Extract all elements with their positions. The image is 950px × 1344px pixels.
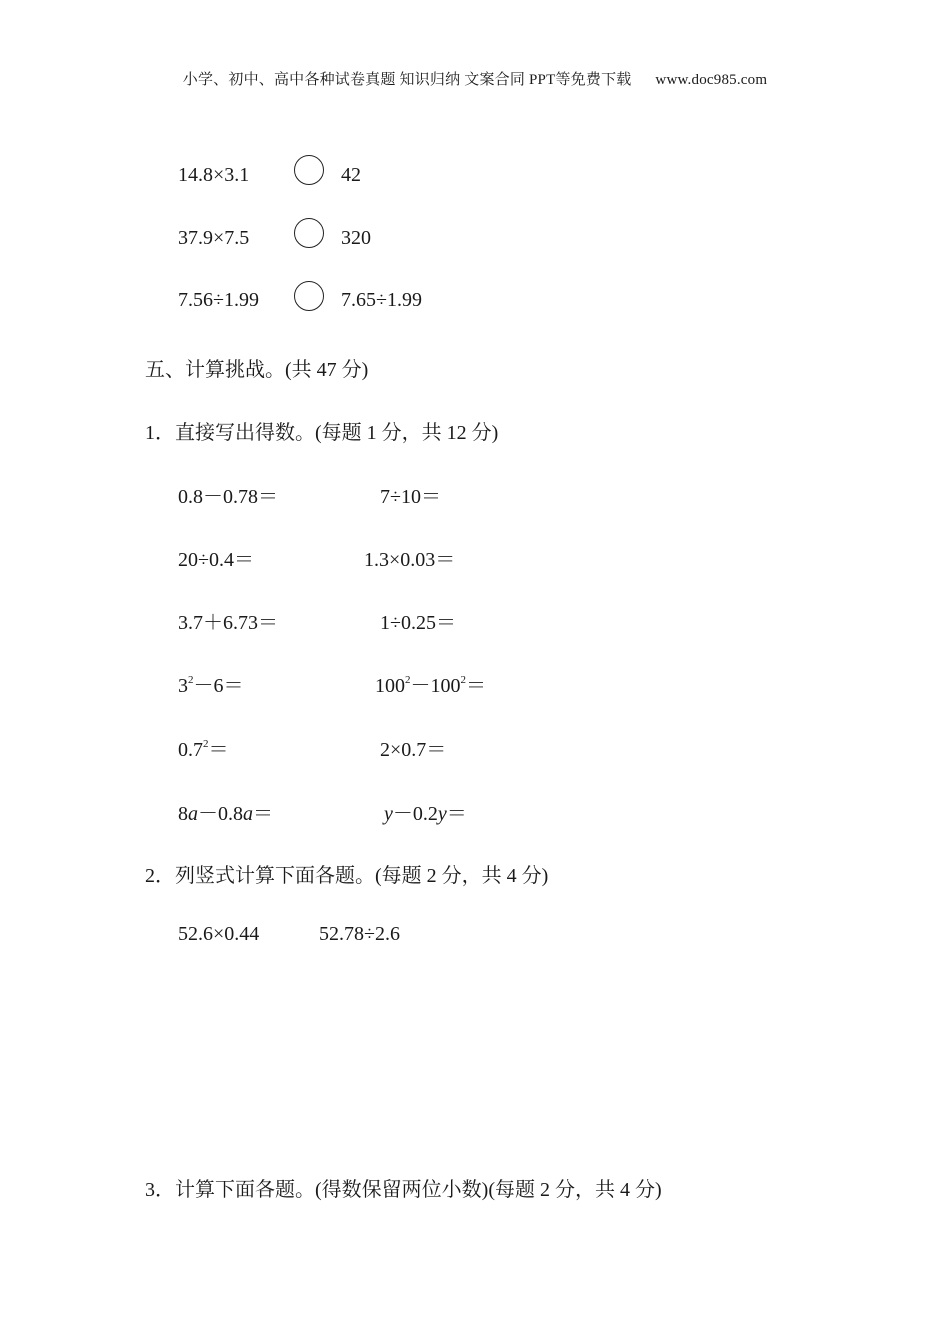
q1-item-f2 xyxy=(384,797,467,826)
compare-right-1: 42 xyxy=(341,164,361,186)
e1-rest: ＝ xyxy=(208,739,229,761)
compare-right-3: 7.65÷1.99 xyxy=(341,289,422,311)
f1-minus: －0.8 xyxy=(198,803,243,825)
q2-title: 2．列竖式计算下面各题。(每题 2 分，共 4 分) xyxy=(145,865,549,887)
e1-exponent: 2 xyxy=(203,738,209,750)
q2-item-2: 52.78÷2.6 xyxy=(319,923,400,945)
d2-mid: －100 xyxy=(410,675,461,697)
f1-coef: 8 xyxy=(178,803,188,825)
q1-title: 1．直接写出得数。(每题 1 分，共 12 分) xyxy=(145,422,499,444)
q1-item-e1 xyxy=(178,733,229,762)
e1-base: 0.7 xyxy=(178,739,203,761)
q1-item-e2: 2×0.7＝ xyxy=(380,739,447,761)
d1-rest: －6＝ xyxy=(193,675,244,697)
compare-left-1: 14.8×3.1 xyxy=(178,164,250,186)
d2-rest: ＝ xyxy=(466,675,486,697)
page-header xyxy=(0,68,950,89)
compare-left-3: 7.56÷1.99 xyxy=(178,289,259,311)
compare-circle-3[interactable] xyxy=(294,281,324,311)
compare-circle-2[interactable] xyxy=(294,218,324,248)
f1-equals: ＝ xyxy=(253,803,273,825)
q1-item-d2 xyxy=(375,669,486,698)
q3-title: 3．计算下面各题。(得数保留两位小数)(每题 2 分，共 4 分) xyxy=(145,1179,662,1201)
section5-title: 五、计算挑战。(共 47 分) xyxy=(145,359,369,381)
compare-left-2: 37.9×7.5 xyxy=(178,227,250,249)
q1-item-c1: 3.7＋6.73＝ xyxy=(178,612,278,634)
f2-equals: ＝ xyxy=(446,803,467,825)
q2-item-1: 52.6×0.44 xyxy=(178,923,260,945)
f1-var2: a xyxy=(243,803,253,825)
compare-right-2: 320 xyxy=(341,227,371,249)
q1-item-d1 xyxy=(178,669,244,698)
d2-base1: 100 xyxy=(375,675,405,697)
f2-var1: y xyxy=(384,803,393,825)
f1-var1: a xyxy=(188,803,198,825)
q1-item-b2: 1.3×0.03＝ xyxy=(364,549,456,571)
q1-item-f1 xyxy=(178,797,273,826)
q1-item-a2: 7÷10＝ xyxy=(380,486,441,508)
q1-item-c2: 1÷0.25＝ xyxy=(380,612,456,634)
d1-base: 3 xyxy=(178,675,188,697)
f2-var2: y xyxy=(437,803,447,825)
header-text: 小学、初中、高中各种试卷真题 知识归纳 文案合同 PPT等免费下载 xyxy=(182,72,632,88)
q1-item-b1: 20÷0.4＝ xyxy=(178,549,254,571)
header-url: www.doc985.com xyxy=(655,72,768,88)
compare-circle-1[interactable] xyxy=(294,155,324,185)
q1-item-a1: 0.8－0.78＝ xyxy=(178,486,278,508)
f2-minus: －0.2 xyxy=(392,803,438,825)
d2-exponent1: 2 xyxy=(405,674,411,686)
d2-exponent2: 2 xyxy=(460,674,466,686)
d1-exponent: 2 xyxy=(188,674,194,686)
